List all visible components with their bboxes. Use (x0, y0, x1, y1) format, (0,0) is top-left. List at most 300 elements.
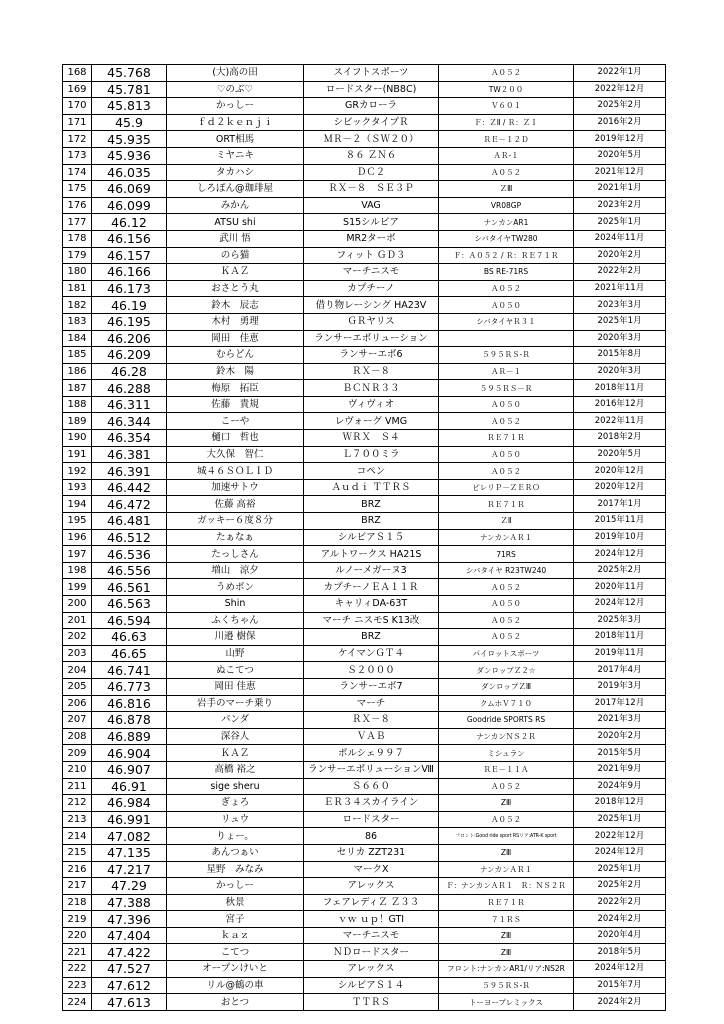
date-cell: 2018年11月 (574, 629, 666, 646)
table-row (63, 513, 666, 530)
driver-name-cell: みかん (167, 197, 304, 214)
time-cell: 46.984 (92, 795, 167, 812)
table-row (63, 164, 666, 181)
driver-name-cell: 木村 勇理 (167, 313, 304, 330)
time-cell: 45.813 (92, 98, 167, 115)
car-cell: Ｓ２０００ (304, 662, 439, 679)
driver-name-cell: 宮子 (167, 911, 304, 928)
rank-cell: 189 (63, 413, 92, 430)
tire-cell: Ａ０５２ (439, 164, 574, 181)
driver-name-cell: sige sheru (167, 778, 304, 795)
rank-cell: 192 (63, 463, 92, 480)
tire-cell: Ａ０５０ (439, 596, 574, 613)
table-row (63, 546, 666, 563)
time-cell: 46.536 (92, 546, 167, 563)
car-cell: ロードスター (304, 811, 439, 828)
rank-cell: 223 (63, 977, 92, 994)
tire-cell: Ｆ：ＺⅡ / Ｒ：ＺＩ (439, 114, 574, 131)
date-cell: 2018年12月 (574, 795, 666, 812)
time-cell: 46.65 (92, 645, 167, 662)
date-cell: 2020年3月 (574, 330, 666, 347)
tire-cell: Ａ０５２ (439, 778, 574, 795)
time-cell: 46.344 (92, 413, 167, 430)
table-row (63, 131, 666, 148)
car-cell: VAG (304, 197, 439, 214)
car-cell: マーチニスモ (304, 264, 439, 281)
driver-name-cell: ＫＡＺ (167, 745, 304, 762)
car-cell: フィット ＧＤ３ (304, 247, 439, 264)
driver-name-cell: 秋景 (167, 894, 304, 911)
driver-name-cell: たっしさん (167, 546, 304, 563)
rank-cell: 186 (63, 363, 92, 380)
time-cell: 46.209 (92, 347, 167, 364)
table-row (63, 894, 666, 911)
driver-name-cell: ガッキー６度８分 (167, 513, 304, 530)
time-cell: 46.28 (92, 363, 167, 380)
date-cell: 2020年12月 (574, 463, 666, 480)
table-row (63, 596, 666, 613)
rank-cell: 191 (63, 446, 92, 463)
time-cell: 46.311 (92, 396, 167, 413)
date-cell: 2020年5月 (574, 147, 666, 164)
table-row (63, 861, 666, 878)
driver-name-cell: 樋口 哲也 (167, 430, 304, 447)
car-cell: Ａｕｄｉ ＴＴＲＳ (304, 479, 439, 496)
tire-cell: ＲＥ７１Ｒ (439, 894, 574, 911)
date-cell: 2022年1月 (574, 65, 666, 82)
time-cell: 47.217 (92, 861, 167, 878)
tire-cell: Ａ０５２ (439, 579, 574, 596)
driver-name-cell: 川邉 樹保 (167, 629, 304, 646)
tire-cell: フロント:Good ride sport RSリア:ATR-K sport (439, 828, 574, 845)
car-cell: スイフトスポーツ (304, 65, 439, 82)
rank-cell: 169 (63, 81, 92, 98)
table-row (63, 778, 666, 795)
driver-name-cell: リュウ (167, 811, 304, 828)
time-cell: 46.741 (92, 662, 167, 679)
table-row (63, 98, 666, 115)
car-cell: MR2ターボ (304, 230, 439, 247)
table-row (63, 629, 666, 646)
rank-cell: 187 (63, 380, 92, 397)
tire-cell: Goodride SPORTS RS (439, 712, 574, 729)
driver-name-cell: リル@鶴の車 (167, 977, 304, 994)
table-row (63, 114, 666, 131)
table-row (63, 463, 666, 480)
rank-cell: 174 (63, 164, 92, 181)
date-cell: 2017年12月 (574, 695, 666, 712)
rank-cell: 185 (63, 347, 92, 364)
table-row (63, 662, 666, 679)
time-cell: 46.878 (92, 712, 167, 729)
date-cell: 2015年7月 (574, 977, 666, 994)
table-row (63, 479, 666, 496)
rank-cell: 176 (63, 197, 92, 214)
tire-cell: ＺⅢ (439, 181, 574, 198)
driver-name-cell: 山野 (167, 645, 304, 662)
rank-cell: 216 (63, 861, 92, 878)
driver-name-cell: ミヤニキ (167, 147, 304, 164)
driver-name-cell: 岡田 佳恵 (167, 678, 304, 695)
table-row (63, 181, 666, 198)
rank-cell: 170 (63, 98, 92, 115)
rank-cell: 201 (63, 612, 92, 629)
driver-name-cell: 城４６ＳＯＬＩＤ (167, 463, 304, 480)
time-cell: 46.991 (92, 811, 167, 828)
table-row (63, 313, 666, 330)
car-cell: ケイマンＧＴ４ (304, 645, 439, 662)
car-cell: ＶＡＢ (304, 728, 439, 745)
rank-cell: 179 (63, 247, 92, 264)
tire-cell: シバタイヤTW280 (439, 230, 574, 247)
tire-cell: ミシュラン (439, 745, 574, 762)
date-cell: 2021年9月 (574, 761, 666, 778)
driver-name-cell: パンダ (167, 712, 304, 729)
date-cell: 2019年12月 (574, 131, 666, 148)
time-cell: 46.12 (92, 214, 167, 231)
driver-name-cell: ｋａｚ (167, 927, 304, 944)
tire-cell: ＲＥ－１２Ｄ (439, 131, 574, 148)
tire-cell: Ａ０５２ (439, 629, 574, 646)
table-row (63, 197, 666, 214)
rank-cell: 220 (63, 927, 92, 944)
car-cell: ＲＸ－８ ＳＥ３Ｐ (304, 181, 439, 198)
tire-cell: フロント:ナンカンAR1/リア:NS2R (439, 961, 574, 978)
tire-cell: Ｆ：Ａ０５２ / Ｒ：ＲＥ７１Ｒ (439, 247, 574, 264)
time-cell: 46.442 (92, 479, 167, 496)
date-cell: 2025年1月 (574, 214, 666, 231)
date-cell: 2019年10月 (574, 529, 666, 546)
table-row (63, 247, 666, 264)
date-cell: 2023年3月 (574, 297, 666, 314)
driver-name-cell: むらどん (167, 347, 304, 364)
rank-cell: 199 (63, 579, 92, 596)
table-row (63, 264, 666, 281)
tire-cell: ZⅢ (439, 927, 574, 944)
tire-cell: ＲＥ７１Ｒ (439, 430, 574, 447)
time-cell: 46.099 (92, 197, 167, 214)
rank-cell: 217 (63, 878, 92, 895)
table-row (63, 745, 666, 762)
tire-cell: ５９５ＲＳ-Ｒ (439, 347, 574, 364)
date-cell: 2017年1月 (574, 496, 666, 513)
driver-name-cell: オープンけいと (167, 961, 304, 978)
car-cell: BRZ (304, 496, 439, 513)
rank-cell: 175 (63, 181, 92, 198)
car-cell: ヴィヴィオ (304, 396, 439, 413)
time-cell: 46.069 (92, 181, 167, 198)
tire-cell: ＡＲ-１ (439, 147, 574, 164)
tire-cell: シバタイヤＲ３１ (439, 313, 574, 330)
tire-cell: ナンカンＮＳ２Ｒ (439, 728, 574, 745)
rank-cell: 173 (63, 147, 92, 164)
car-cell: ランサーエボ7 (304, 678, 439, 695)
driver-name-cell: 深谷人 (167, 728, 304, 745)
car-cell: セリカ ZZT231 (304, 844, 439, 861)
table-row (63, 396, 666, 413)
date-cell: 2022年12月 (574, 81, 666, 98)
driver-name-cell: ｆｄ２ｋｅｎｊｉ (167, 114, 304, 131)
table-row (63, 579, 666, 596)
table-row (63, 214, 666, 231)
table-row (63, 795, 666, 812)
driver-name-cell: ＫＡＺ (167, 264, 304, 281)
rank-cell: 195 (63, 513, 92, 530)
car-cell: Ｓ６６０ (304, 778, 439, 795)
car-cell: ポルシェ９９７ (304, 745, 439, 762)
table-row (63, 712, 666, 729)
driver-name-cell: 加速サトウ (167, 479, 304, 496)
date-cell: 2018年2月 (574, 430, 666, 447)
time-cell: 46.195 (92, 313, 167, 330)
ranking-table (62, 64, 666, 1011)
date-cell: 2024年12月 (574, 961, 666, 978)
date-cell: 2018年11月 (574, 380, 666, 397)
car-cell: ＮＤロードスター (304, 944, 439, 961)
rank-cell: 171 (63, 114, 92, 131)
rank-cell: 213 (63, 811, 92, 828)
driver-name-cell: 増山 涼夕 (167, 562, 304, 579)
car-cell: コペン (304, 463, 439, 480)
driver-name-cell: たぁなぁ (167, 529, 304, 546)
time-cell: 46.907 (92, 761, 167, 778)
rank-cell: 224 (63, 994, 92, 1011)
table-row (63, 878, 666, 895)
rank-cell: 209 (63, 745, 92, 762)
car-cell: ｖｗ ｕｐ！GTI (304, 911, 439, 928)
time-cell: 46.391 (92, 463, 167, 480)
tire-cell: Ａ０５０ (439, 446, 574, 463)
car-cell: ８６ ＺＮ６ (304, 147, 439, 164)
table-row (63, 347, 666, 364)
table-row (63, 695, 666, 712)
tire-cell: Ａ０５０ (439, 396, 574, 413)
tire-cell: ＡＲ－１ (439, 363, 574, 380)
tire-cell: パイロットスポーツ (439, 645, 574, 662)
table-row (63, 961, 666, 978)
table-row (63, 147, 666, 164)
driver-name-cell: 佐藤 高裕 (167, 496, 304, 513)
car-cell: マーチ ニスモS K13改 (304, 612, 439, 629)
car-cell: ＤＣ２ (304, 164, 439, 181)
rank-cell: 214 (63, 828, 92, 845)
car-cell: S15シルビア (304, 214, 439, 231)
driver-name-cell: かっしー (167, 878, 304, 895)
time-cell: 45.9 (92, 114, 167, 131)
time-cell: 46.173 (92, 280, 167, 297)
driver-name-cell: ぎょろ (167, 795, 304, 812)
time-cell: 46.381 (92, 446, 167, 463)
time-cell: 47.396 (92, 911, 167, 928)
rank-cell: 196 (63, 529, 92, 546)
time-cell: 46.481 (92, 513, 167, 530)
time-cell: 46.63 (92, 629, 167, 646)
car-cell: カプチーノ (304, 280, 439, 297)
date-cell: 2025年3月 (574, 612, 666, 629)
driver-name-cell: かっしー (167, 98, 304, 115)
date-cell: 2025年2月 (574, 562, 666, 579)
rank-cell: 177 (63, 214, 92, 231)
date-cell: 2019年11月 (574, 645, 666, 662)
tire-cell: ナンカンＡＲ１ (439, 529, 574, 546)
rank-cell: 215 (63, 844, 92, 861)
table-row (63, 65, 666, 82)
rank-cell: 211 (63, 778, 92, 795)
driver-name-cell: しろぽん@珈琲屋 (167, 181, 304, 198)
car-cell: BRZ (304, 513, 439, 530)
date-cell: 2024年9月 (574, 778, 666, 795)
tire-cell: ナンカンＡＲ１ (439, 861, 574, 878)
table-row (63, 529, 666, 546)
car-cell: マークX (304, 861, 439, 878)
time-cell: 47.29 (92, 878, 167, 895)
driver-name-cell: (大)高の田 (167, 65, 304, 82)
tire-cell: Ａ０５２ (439, 280, 574, 297)
tire-cell: Ａ０５２ (439, 413, 574, 430)
rank-cell: 221 (63, 944, 92, 961)
rank-cell: 203 (63, 645, 92, 662)
time-cell: 45.768 (92, 65, 167, 82)
tire-cell: TW２００ (439, 81, 574, 98)
driver-name-cell: ORT相馬 (167, 131, 304, 148)
table-row (63, 330, 666, 347)
car-cell: ランサーエボ6 (304, 347, 439, 364)
date-cell: 2018年5月 (574, 944, 666, 961)
tire-cell: 71RS (439, 546, 574, 563)
table-row (63, 911, 666, 928)
driver-name-cell: のら猫 (167, 247, 304, 264)
time-cell: 46.773 (92, 678, 167, 695)
rank-cell: 178 (63, 230, 92, 247)
tire-cell: ナンカンAR1 (439, 214, 574, 231)
date-cell: 2024年2月 (574, 994, 666, 1011)
time-cell: 46.288 (92, 380, 167, 397)
date-cell: 2025年1月 (574, 313, 666, 330)
time-cell: 46.904 (92, 745, 167, 762)
driver-name-cell: 星野 みなみ (167, 861, 304, 878)
time-cell: 46.166 (92, 264, 167, 281)
date-cell: 2021年1月 (574, 181, 666, 198)
driver-name-cell: ATSU shi (167, 214, 304, 231)
rank-cell: 193 (63, 479, 92, 496)
tire-cell: クムホＶ７１０ (439, 695, 574, 712)
tire-cell: BS RE-71RS (439, 264, 574, 281)
rank-cell: 202 (63, 629, 92, 646)
car-cell: ロードスター(NB8C) (304, 81, 439, 98)
time-cell: 46.156 (92, 230, 167, 247)
rank-cell: 212 (63, 795, 92, 812)
car-cell: ＥＲ３４スカイライン (304, 795, 439, 812)
time-cell: 46.512 (92, 529, 167, 546)
rank-cell: 205 (63, 678, 92, 695)
table-row (63, 761, 666, 778)
date-cell: 2016年2月 (574, 114, 666, 131)
tire-cell: ダンロップＺⅢ (439, 678, 574, 695)
time-cell: 46.035 (92, 164, 167, 181)
date-cell: 2015年11月 (574, 513, 666, 530)
table-row (63, 363, 666, 380)
rank-cell: 204 (63, 662, 92, 679)
date-cell: 2022年12月 (574, 828, 666, 845)
driver-name-cell: 高橋 裕之 (167, 761, 304, 778)
car-cell: BRZ (304, 629, 439, 646)
car-cell: ランサーエボリューション (304, 330, 439, 347)
car-cell: カプチーノＥＡ１１Ｒ (304, 579, 439, 596)
date-cell: 2020年4月 (574, 927, 666, 944)
date-cell: 2020年2月 (574, 247, 666, 264)
table-row (63, 430, 666, 447)
date-cell: 2023年2月 (574, 197, 666, 214)
date-cell: 2020年5月 (574, 446, 666, 463)
driver-name-cell: うめポン (167, 579, 304, 596)
driver-name-cell: 岡田 佳恵 (167, 330, 304, 347)
car-cell: 借り物レーシング HA23V (304, 297, 439, 314)
tire-cell: Ａ０５２ (439, 463, 574, 480)
car-cell: アルトワークス HA21S (304, 546, 439, 563)
table-row (63, 280, 666, 297)
time-cell: 46.561 (92, 579, 167, 596)
car-cell: シビックタイプＲ (304, 114, 439, 131)
rank-cell: 182 (63, 297, 92, 314)
car-cell: Ｌ７００ミラ (304, 446, 439, 463)
time-cell: 45.936 (92, 147, 167, 164)
date-cell: 2022年11月 (574, 413, 666, 430)
table-row (63, 728, 666, 745)
table-row (63, 413, 666, 430)
time-cell: 47.612 (92, 977, 167, 994)
driver-name-cell: あんつぁい (167, 844, 304, 861)
date-cell: 2024年2月 (574, 911, 666, 928)
driver-name-cell: こーや (167, 413, 304, 430)
rank-cell: 197 (63, 546, 92, 563)
tire-cell: Ａ０５２ (439, 65, 574, 82)
table-row (63, 297, 666, 314)
tire-cell: ＲＥ－１１Ａ (439, 761, 574, 778)
rank-cell: 183 (63, 313, 92, 330)
driver-name-cell: ♡のぶ♡ (167, 81, 304, 98)
table-row (63, 828, 666, 845)
table-row (63, 380, 666, 397)
tire-cell: VR08GP (439, 197, 574, 214)
car-cell: ＭＲ－２（ＳＷ２０） (304, 131, 439, 148)
car-cell: 86 (304, 828, 439, 845)
driver-name-cell: Shin (167, 596, 304, 613)
driver-name-cell: 武川 悟 (167, 230, 304, 247)
date-cell: 2021年11月 (574, 280, 666, 297)
car-cell: レヴォーグ VMG (304, 413, 439, 430)
time-cell: 46.354 (92, 430, 167, 447)
table-row (63, 496, 666, 513)
time-cell: 46.157 (92, 247, 167, 264)
table-row (63, 446, 666, 463)
tire-cell: ＲＥ７１Ｒ (439, 496, 574, 513)
table-row (63, 927, 666, 944)
time-cell: 46.19 (92, 297, 167, 314)
time-cell: 46.206 (92, 330, 167, 347)
driver-name-cell: 鈴木 辰志 (167, 297, 304, 314)
date-cell: 2024年12月 (574, 844, 666, 861)
tire-cell: ダンロップＺ２☆ (439, 662, 574, 679)
rank-cell: 180 (63, 264, 92, 281)
tire-cell: Ａ０５２ (439, 811, 574, 828)
date-cell: 2015年5月 (574, 745, 666, 762)
time-cell: 47.404 (92, 927, 167, 944)
car-cell: ルノーメガーヌ3 (304, 562, 439, 579)
rank-cell: 184 (63, 330, 92, 347)
driver-name-cell: おとつ (167, 994, 304, 1011)
date-cell: 2024年12月 (574, 546, 666, 563)
rank-cell: 188 (63, 396, 92, 413)
